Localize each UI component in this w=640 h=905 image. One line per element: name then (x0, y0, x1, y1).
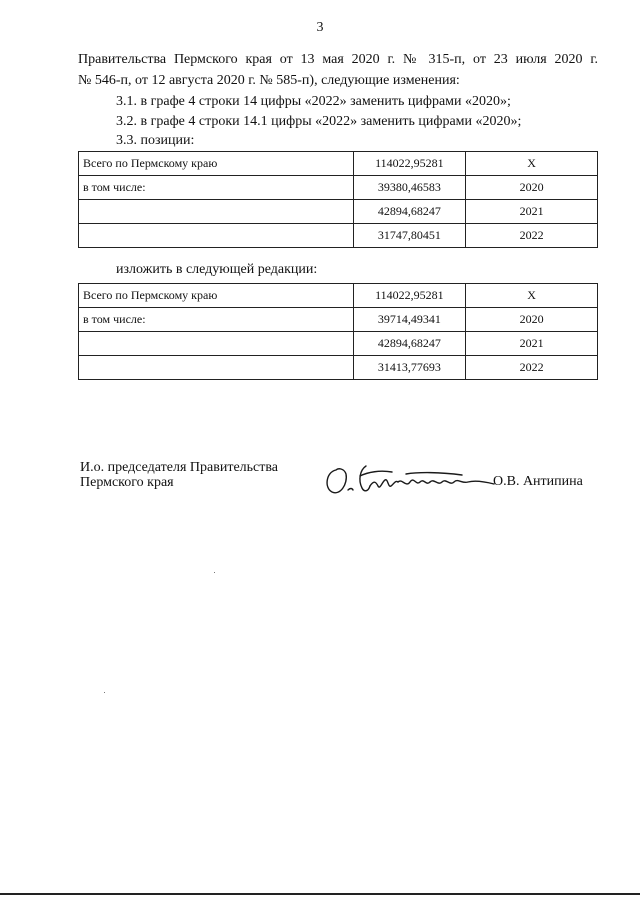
signer-title (80, 460, 278, 490)
handwritten-signature (322, 462, 502, 498)
page-number: 3 (316, 20, 324, 35)
signer-title-line-1: И.о. председателя Правительства (80, 460, 279, 475)
row-label: Всего по Пермскому краю (79, 284, 354, 308)
item-3-1: 3.1. в графе 4 строки 14 цифры «2022» заменить цифрами «2020»; (116, 94, 511, 109)
table-row (79, 332, 598, 356)
scan-speck (104, 692, 105, 693)
row-label (79, 200, 354, 224)
item-3-2: 3.2. в графе 4 строки 14.1 цифры «2022» заменить цифрами «2020»; (116, 114, 522, 129)
row-year: 2021 (466, 200, 598, 224)
intro-line-1: Правительства Пермского края от 13 мая 2020 г. № 315-п, от 23 июля 2020 г. (78, 52, 598, 67)
table-row (79, 200, 598, 224)
row-amount: 31747,80451 (353, 224, 466, 248)
row-label (79, 356, 354, 380)
row-year: 2022 (466, 356, 598, 380)
row-year: 2020 (466, 308, 598, 332)
table-row (79, 176, 598, 200)
row-label (79, 332, 354, 356)
new-edition-label: изложить в следующей редакции: (116, 262, 318, 277)
row-year: X (466, 152, 598, 176)
table-row (79, 308, 598, 332)
item-3-3: 3.3. позиции: (116, 133, 195, 148)
signer-name: О.В. Антипина (493, 474, 583, 489)
row-year: X (466, 284, 598, 308)
row-amount: 31413,77693 (353, 356, 466, 380)
row-amount: 39714,49341 (353, 308, 466, 332)
row-amount: 114022,95281 (353, 284, 466, 308)
row-label (79, 224, 354, 248)
new-positions-table (78, 283, 598, 380)
table-row (79, 224, 598, 248)
table-row (79, 284, 598, 308)
scan-edge-line (0, 893, 640, 895)
row-year: 2022 (466, 224, 598, 248)
intro-line-2: № 546-п, от 12 августа 2020 г. № 585-п), следующие изменения: (78, 73, 460, 88)
row-amount: 114022,95281 (353, 152, 466, 176)
scan-speck (214, 572, 215, 573)
row-amount: 42894,68247 (353, 200, 466, 224)
old-positions-table (78, 151, 598, 248)
row-year: 2020 (466, 176, 598, 200)
table-row (79, 356, 598, 380)
row-label: в том числе: (79, 176, 354, 200)
row-amount: 42894,68247 (353, 332, 466, 356)
table-row (79, 152, 598, 176)
row-amount: 39380,46583 (353, 176, 466, 200)
row-year: 2021 (466, 332, 598, 356)
intro-paragraph (78, 49, 598, 91)
row-label: в том числе: (79, 308, 354, 332)
signer-title-line-2: Пермского края (80, 475, 174, 490)
row-label: Всего по Пермскому краю (79, 152, 354, 176)
